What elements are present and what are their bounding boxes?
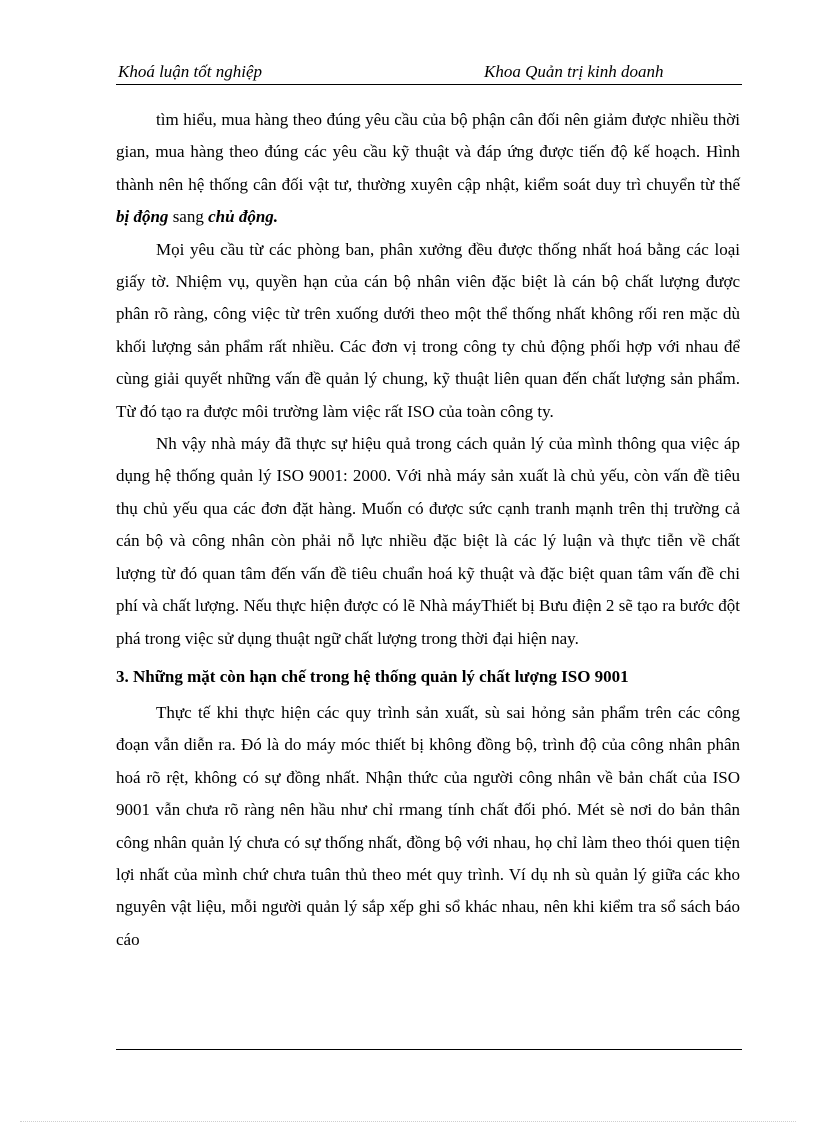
header-right-title: Khoa Quản trị kinh doanh [484, 62, 664, 81]
paragraph-4: Thực tế khi thực hiện các quy trình sản xuất, sù sai hỏng sản phẩm trên các công đoạn vẫn diễn ra. Đó là do máy móc thiết bị không đồng bộ, trình độ của công nhân phân hoá rõ rệt, không có sự đồng nhất. Nhận thức của người công nhân về bản chất của ISO 9001 vẫn chưa rõ ràng nên hầu như chỉ rmang tính chất đối phó. Mét sè nơi do bản thân công nhân quản lý chưa có sự thống nhất, đồng bộ với nhau, họ chỉ làm theo thói quen tiện lợi nhất của mình chứ chưa tuân thủ theo mét quy trình. Ví dụ nh sù quản lý giữa các kho nguyên vật liệu, mỗi người quản lý sắp xếp ghi sổ khác nhau, nên khi kiểm tra sổ sách báo cáo [116, 702, 740, 949]
paragraph-1-text: tìm hiểu, mua hàng theo đúng yêu cầu của bộ phận cân đối nên giảm được nhiều thời gian, mua hàng theo đúng các yêu cầu kỹ thuật và đáp ứng được tiến độ kế hoạch. Hình thành nên hệ thống cân đối vật tư, thường xuyên cập nhật, kiểm soát duy trì chuyển từ thế [116, 110, 740, 194]
footer-divider [116, 1049, 742, 1050]
document-body [116, 104, 740, 956]
page-edge-dotted-line [20, 1121, 796, 1122]
paragraph-1 [116, 104, 740, 234]
section-heading: 3. Những mặt còn hạn chế trong hệ thống quản lý chất lượng ISO 9001 [116, 666, 629, 686]
header-left-title: Khoá luận tốt nghiệp [118, 62, 263, 81]
paragraph-3: Nh vậy nhà máy đã thực sự hiệu quả trong cách quản lý của mình thông qua việc áp dụng hệ thống quản lý ISO 9001: 2000. Với nhà máy sản xuất là chủ yếu, còn vấn đề tiêu thụ chủ yếu qua các đơn đặt hàng. Muốn có được sức cạnh tranh mạnh trên thị trường cả cán bộ và công nhân còn phải nỗ lực nhiều đặc biệt là các lý luận và thực tiễn về chất lượng từ đó quan tâm đến vấn đề tiêu chuẩn hoá kỹ thuật và đặc biệt quan tâm vấn đề chi phí và chất lượng. Nếu thực hiện được có lẽ Nhà máyThiết bị Bưu điện 2 sẽ tạo ra bước đột phá trong việc sử dụng thuật ngữ chất lượng trong thời đại hiện nay. [116, 434, 740, 648]
emphasis-active: chủ động. [208, 207, 279, 227]
emphasis-passive: bị động [116, 207, 169, 227]
paragraph-1-connector: sang [168, 207, 209, 227]
page-header [116, 62, 742, 85]
paragraph-2: Mọi yêu cầu từ các phòng ban, phân xưởng đều được thống nhất hoá bằng các loại giấy tờ. Nhiệm vụ, quyền hạn của cán bộ nhân viên đặc biệt là cán bộ chất lượng được phân rõ ràng, công việc từ trên xuống dưới theo một thể thống nhất không rối ren mặc dù khối lượng sản phẩm rất nhiều. Các đơn vị trong công ty chủ động phối hợp với nhau để cùng giải quyết những vấn đề quản lý chung, kỹ thuật liên quan đến chất lượng sản phẩm. Từ đó tạo ra được môi trường làm việc rất ISO của toàn công ty. [116, 239, 740, 421]
